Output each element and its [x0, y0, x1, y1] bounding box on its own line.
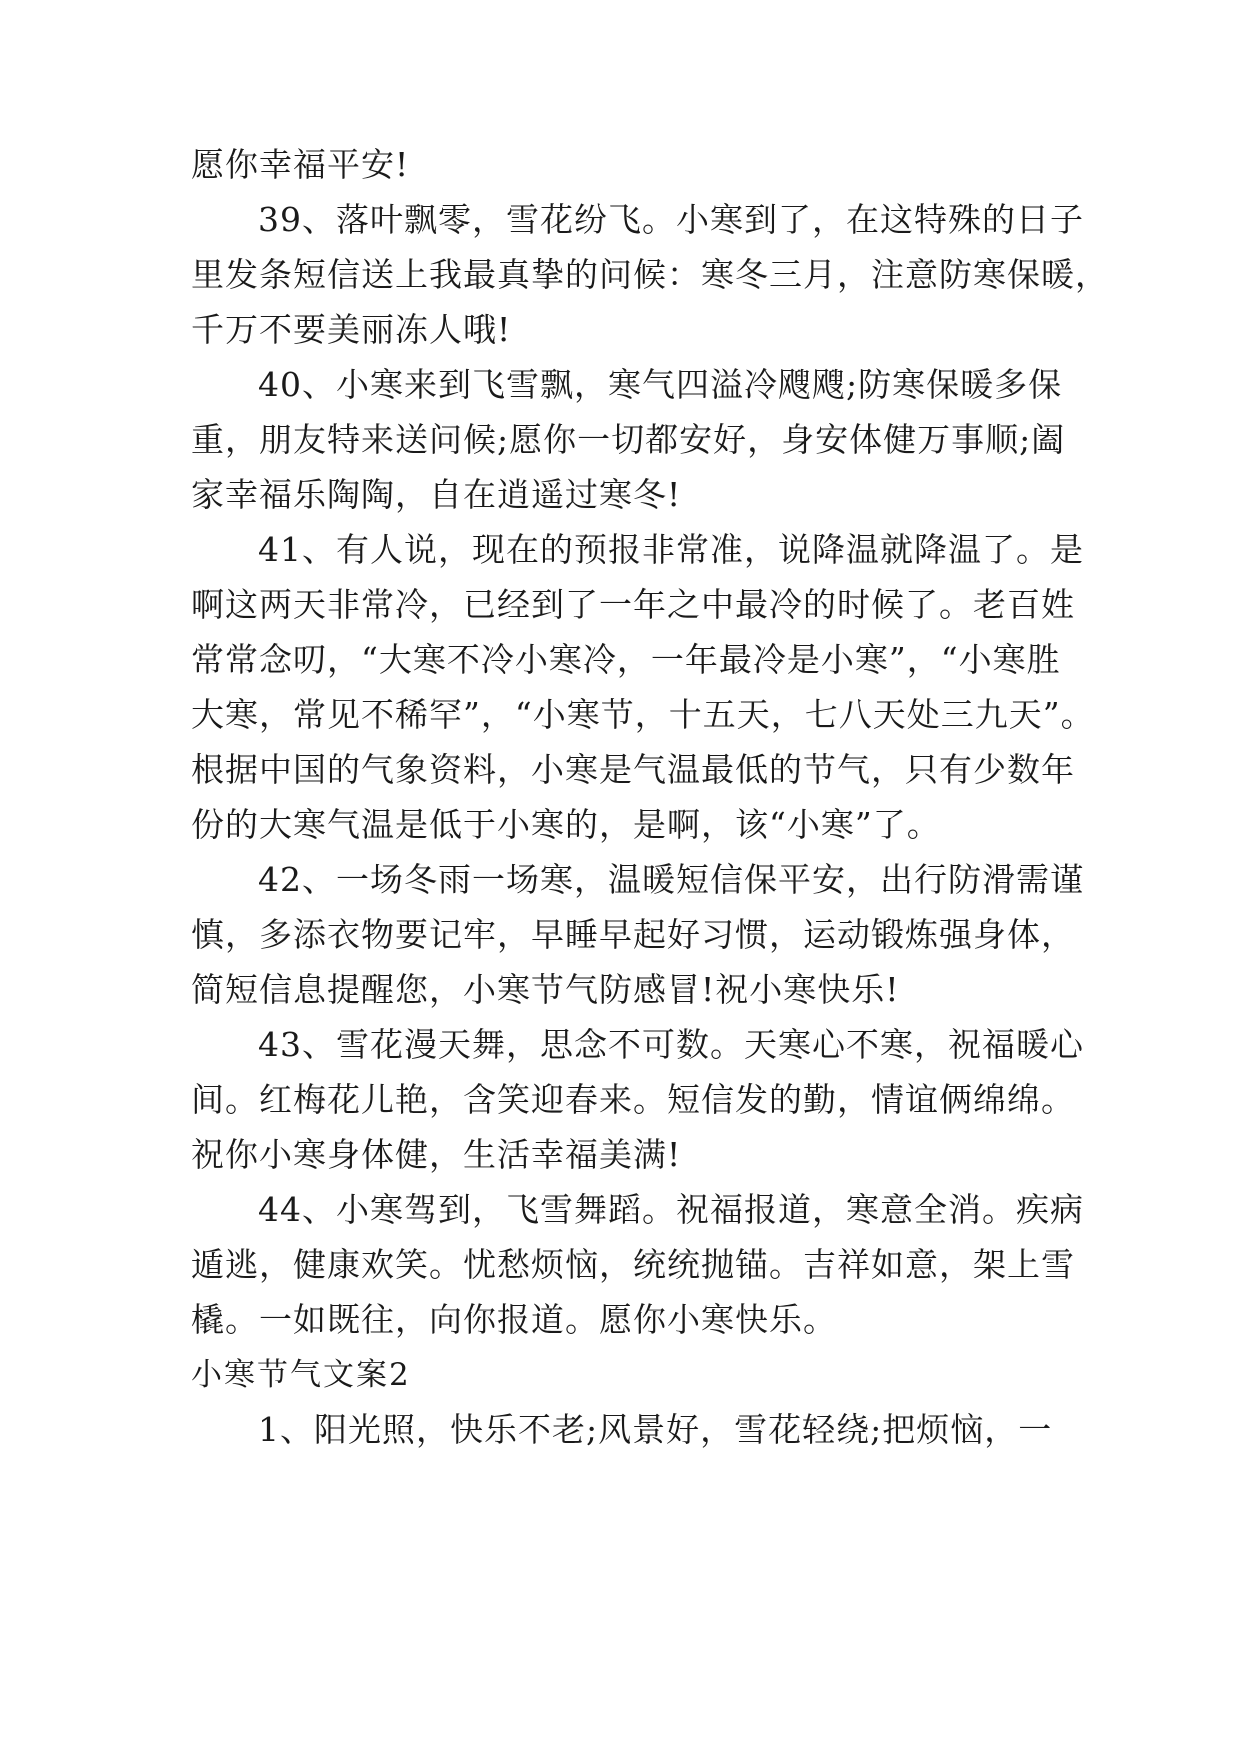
text-line: 啊这两天非常冷，已经到了一年之中最冷的时候了。老百姓: [191, 585, 1075, 624]
text-line: 橇。一如既往，向你报道。愿你小寒快乐。: [191, 1300, 837, 1339]
text-line: 1、阳光照，快乐不老;风景好，雪花轻绕;把烦恼，一: [258, 1410, 1053, 1449]
text-line: 里发条短信送上我最真挚的问候：寒冬三月，注意防寒保暖，: [191, 255, 1109, 294]
text-line: 39、落叶飘零，雪花纷飞。小寒到了，在这特殊的日子: [258, 200, 1084, 239]
text-line: 愿你幸福平安!: [191, 145, 410, 184]
text-line: 根据中国的气象资料，小寒是气温最低的节气，只有少数年: [191, 750, 1075, 789]
text-line: 简短信息提醒您，小寒节气防感冒!祝小寒快乐!: [191, 970, 900, 1009]
text-line: 慎，多添衣物要记牢，早睡早起好习惯，运动锻炼强身体，: [191, 915, 1075, 954]
text-line: 遁逃，健康欢笑。忧愁烦恼，统统抛锚。吉祥如意，架上雪: [191, 1245, 1075, 1284]
text-line: 家幸福乐陶陶，自在逍遥过寒冬!: [191, 475, 682, 514]
text-line: 42、一场冬雨一场寒，温暖短信保平安，出行防滑需谨: [258, 860, 1084, 899]
text-line: 43、雪花漫天舞，思念不可数。天寒心不寒，祝福暖心: [258, 1025, 1084, 1064]
text-line: 间。红梅花儿艳，含笑迎春来。短信发的勤，情谊俩绵绵。: [191, 1080, 1075, 1119]
text-line: 常常念叨，“大寒不冷小寒冷，一年最冷是小寒”，“小寒胜: [191, 640, 1061, 679]
text-line: 千万不要美丽冻人哦!: [191, 310, 512, 349]
section-heading: 小寒节气文案2: [191, 1357, 411, 1393]
text-line: 份的大寒气温是低于小寒的，是啊，该“小寒”了。: [191, 805, 941, 844]
text-line: 祝你小寒身体健，生活幸福美满!: [191, 1135, 682, 1174]
text-line: 大寒，常见不稀罕”，“小寒节，十五天，七八天处三九天”。: [191, 695, 1095, 734]
text-line: 40、小寒来到飞雪飘，寒气四溢冷飕飕;防寒保暖多保: [258, 365, 1063, 404]
text-line: 41、有人说，现在的预报非常准，说降温就降温了。是: [258, 530, 1084, 569]
text-line: 44、小寒驾到，飞雪舞蹈。祝福报道，寒意全消。疾病: [258, 1190, 1084, 1229]
text-line: 重，朋友特来送问候;愿你一切都安好，身安体健万事顺;阖: [191, 420, 1066, 459]
